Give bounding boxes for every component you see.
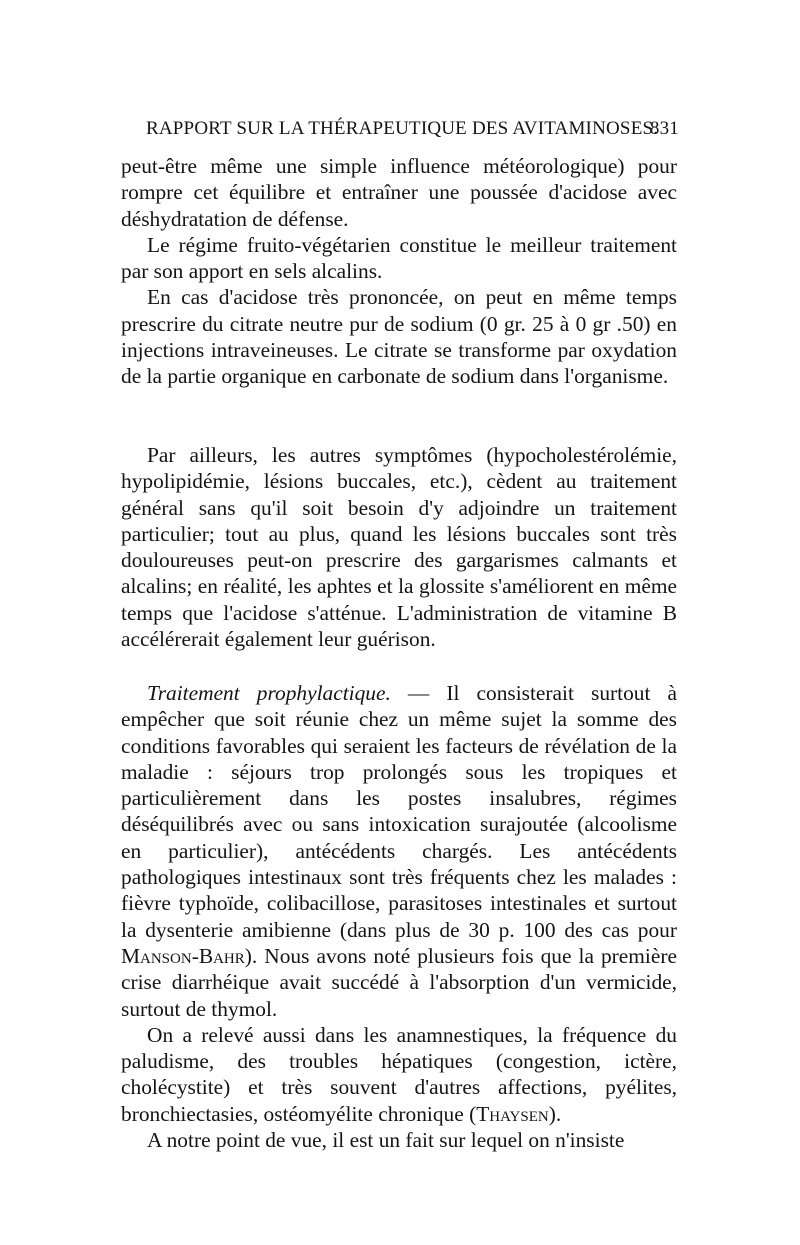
page-number: 831	[649, 118, 679, 139]
paragraph-prophylaxie-text-a: — Il consisterait surtout à empêcher que soit réunie chez un même sujet la somme des conditions favorables qui seraient les facteurs de révélation de la maladie : séjours trop prolongés sous les tropiques et particulièrement dans les postes insalubres, régimes déséquilibrés avec ou sans intoxication surajoutée (alcoolisme en particulier), antécédents chargés. Les antécédents pathologiques intestinaux sont très fréquents chez les malades : fièvre typhoïde, colibacillose, parasitoses intestinales et surtout la dysenterie amibienne (dans plus de 30 p. 100 des cas pour	[121, 681, 677, 942]
paragraph-acidose: En cas d'acidose très prononcée, on peut en même temps prescrire du citrate neutre pur de sodium (0 gr. 25 à 0 gr .50) en injections intraveineuses. Le citrate se transforme par oxydation de la partie organique en carbonate de sodium dans l'organisme.	[121, 285, 677, 389]
paragraph-regime: Le régime fruito-végétarien constitue le meilleur traitement par son apport en sels alcalins.	[121, 232, 677, 284]
paragraph-continuation: peut-être même une simple influence météorologique) pour rompre cet équilibre et entraîner une poussée d'acidose avec déshydratation de défense.	[121, 154, 677, 231]
author-manson-bahr: Manson-Bahr	[121, 943, 245, 968]
body-text-middle	[121, 442, 677, 652]
author-thaysen: Thaysen	[476, 1101, 549, 1126]
paragraph-symptomes: Par ailleurs, les autres symptômes (hypocholestérolémie, hypolipidémie, lésions buccales, etc.), cèdent au traitement général sans qu'il soit besoin d'y adjoindre un traitement particulier; tout au plus, quand les lésions buccales sont très douloureuses peut-on prescrire des gargarismes calmants et alcalins; en réalité, les aphtes et la glossite s'améliorent en même temps que l'acidose s'atténue. L'administration de vitamine B accélérerait également leur guérison.	[121, 443, 677, 652]
paragraph-prophylaxie	[121, 680, 677, 1022]
section-heading-prophylaxie: Traitement prophylactique.	[147, 681, 391, 705]
paragraph-anamnestiques-text-a: On a relevé aussi dans les anamnestiques, la fréquence du paludisme, des troubles hépatiques (congestion, ictère, cholécystite) et très souvent d'autres affections, pyélites, bronchiectasies, ostéomyélite chronique (	[121, 1022, 677, 1126]
running-title: RAPPORT SUR LA THÉRAPEUTIQUE DES AVITAMINOSES.	[146, 118, 659, 139]
paragraph-anamnestiques	[121, 1022, 677, 1127]
paragraph-prophylaxie-text-b: ). Nous avons noté plusieurs fois que la première crise diarrhéique avait succédé à l'absorption d'un vermicide, surtout de thymol.	[121, 943, 677, 1021]
body-text-bottom	[121, 680, 677, 1153]
body-text-top	[121, 153, 677, 390]
paragraph-anamnestiques-text-b: ).	[548, 1101, 562, 1126]
paragraph-point-de-vue: A notre point de vue, il est un fait sur lequel on n'insiste	[147, 1128, 625, 1153]
